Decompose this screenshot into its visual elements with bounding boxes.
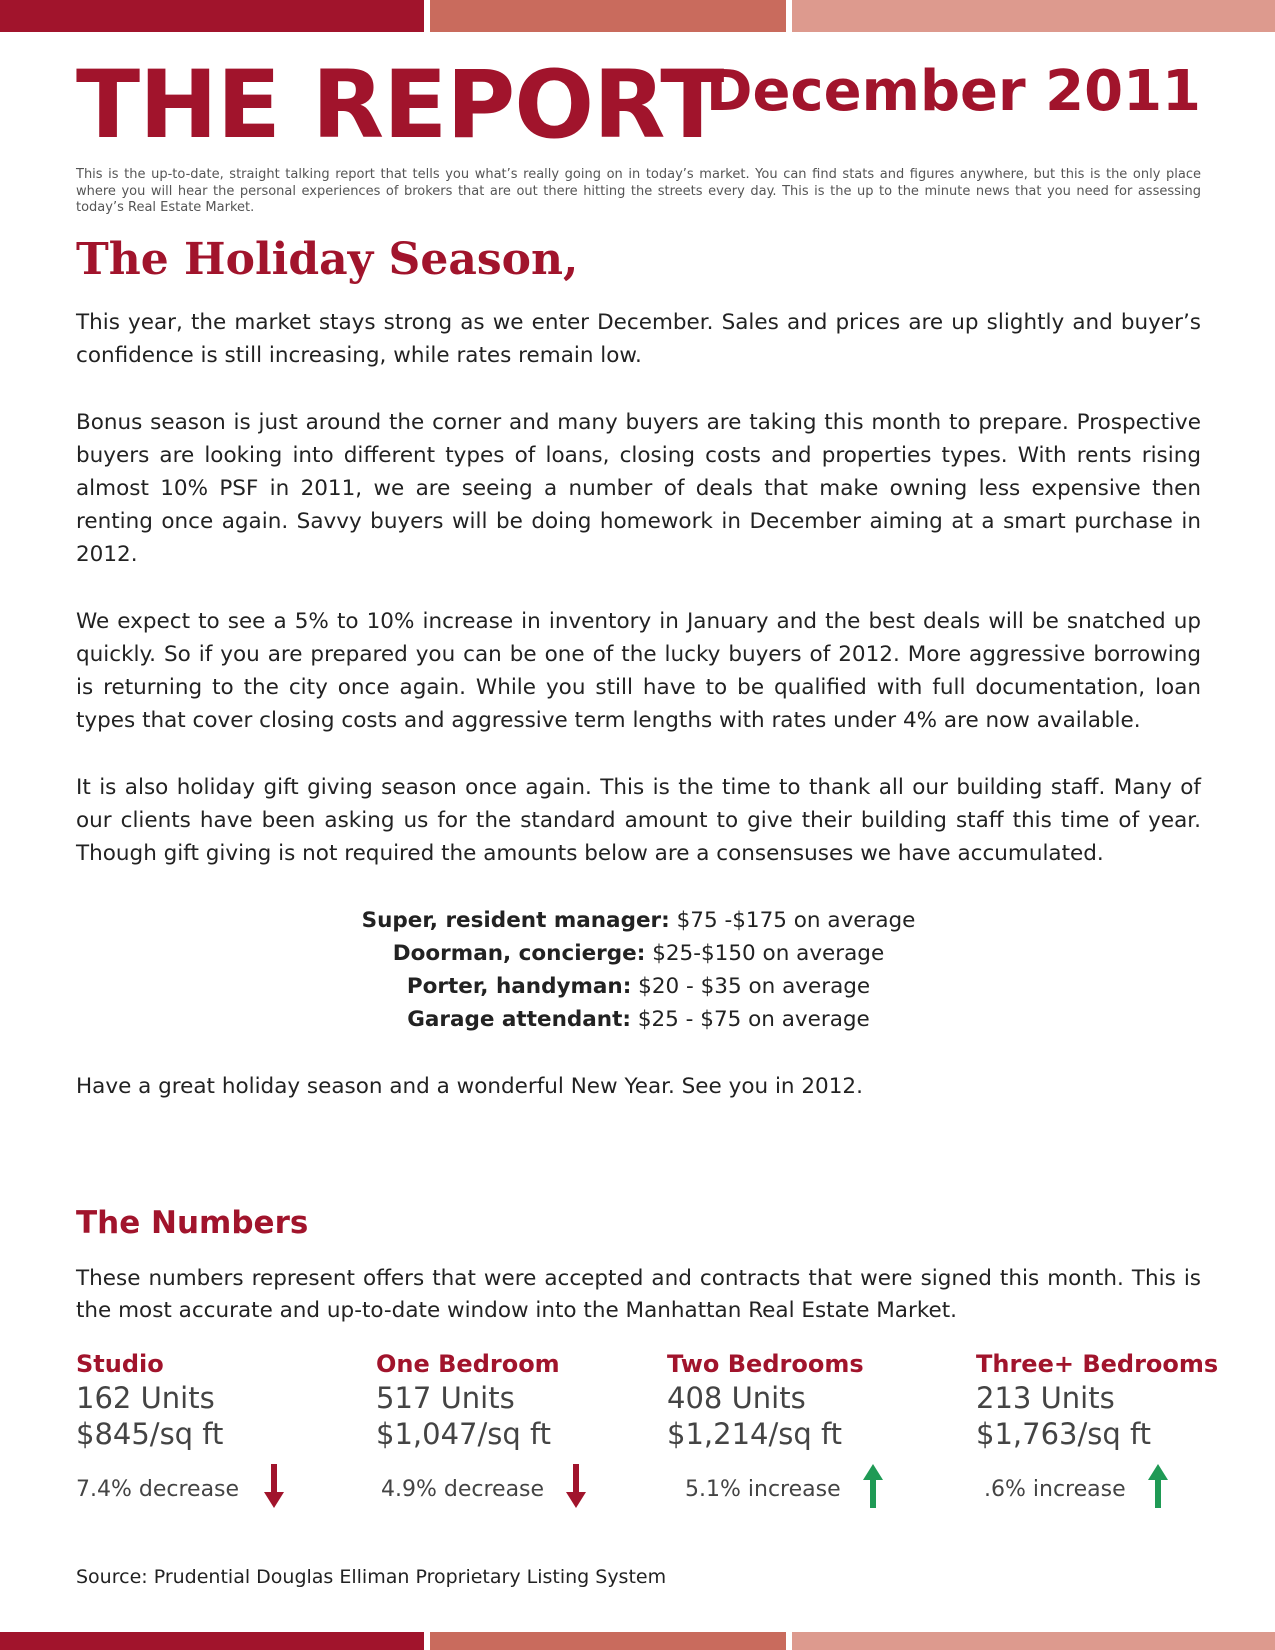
- stat-studio: [76, 1348, 240, 1502]
- bottom-color-bars: [0, 1632, 1275, 1650]
- report-date: December 2011: [705, 59, 1201, 124]
- down-arrow-icon: [262, 1462, 286, 1510]
- tip-amount: $20 - $35 on average: [638, 974, 871, 999]
- intro-text: This is the up-to-date, straight talking report that tells you what’s really going on in today’s market. You can find stats and figures anywhere, but this is the only place where you will hear the personal experiences of brokers that are out there hitting the streets every day. This is the up to the minute news that you need for assessing today’s Real Estate Market.: [76, 167, 1201, 215]
- stat-label: Three+ Bedrooms: [976, 1350, 1219, 1378]
- stat-change: 4.9% decrease: [381, 1477, 545, 1502]
- masthead: [76, 51, 1201, 160]
- article-paragraph: We expect to see a 5% to 10% increase in inventory in January and the best deals will be snatched up quickly. So if you are prepared you can be one of the lucky buyers of 2012. More aggressive borrowing is returning to the city once again. While you still have to be qualified with full documentation, loan types that cover closing costs and aggressive term lengths with rates under 4% are now available.: [76, 609, 1201, 733]
- tip-role: Porter, handyman:: [406, 974, 632, 999]
- stat-price: $1,047/sq ft: [376, 1417, 552, 1451]
- bottom-bar-segment-2: [430, 1632, 786, 1650]
- tip-role: Doorman, concierge:: [392, 941, 646, 966]
- up-arrow-icon: [1146, 1462, 1170, 1510]
- tip-amounts-list: [76, 904, 1201, 1036]
- tip-amount: $75 -$175 on average: [676, 908, 916, 933]
- numbers-intro: These numbers represent offers that were accepted and contracts that were signed this month. This is the most accurate and up-to-date window into the Manhattan Real Estate Market.: [76, 1266, 1201, 1323]
- bottom-bar-segment-1: [0, 1632, 424, 1650]
- top-bar-segment-1: [0, 0, 424, 32]
- tip-role: Garage attendant:: [407, 1007, 631, 1032]
- source-note: Source: Prudential Douglas Elliman Proprietary Listing System: [76, 1566, 667, 1588]
- tip-row: [76, 937, 1201, 970]
- stat-change: 5.1% increase: [685, 1477, 841, 1502]
- article-paragraph: Bonus season is just around the corner and many buyers are taking this month to prepare. Prospective buyers are looking into different types of loans, closing costs and properties types. With rents rising almost 10% PSF in 2011, we are seeing a number of deals that make owning less expensive then renting once again. Savvy buyers will be doing homework in December aiming at a smart purchase in 2012.: [76, 410, 1201, 567]
- article-paragraph: It is also holiday gift giving season once again. This is the time to thank all our building staff. Many of our clients have been asking us for the standard amount to give their building staff this time of year. Though gift giving is not required the amounts below are a consensuses we have accumulated.: [76, 775, 1201, 866]
- stat-change: 7.4% decrease: [76, 1477, 240, 1502]
- article-paragraph: This year, the market stays strong as we enter December. Sales and prices are up slightly and buyer’s confidence is still increasing, while rates remain low.: [76, 310, 1201, 368]
- tip-amount: $25 - $75 on average: [637, 1007, 870, 1032]
- stat-units: 517 Units: [376, 1381, 515, 1415]
- stat-price: $845/sq ft: [76, 1417, 224, 1451]
- top-bar-segment-2: [430, 0, 786, 32]
- stat-units: 162 Units: [76, 1381, 215, 1415]
- stat-two-bedrooms: [667, 1348, 864, 1502]
- numbers-heading: The Numbers: [76, 1205, 309, 1241]
- stat-price: $1,763/sq ft: [976, 1417, 1152, 1451]
- tip-row: [76, 1003, 1201, 1036]
- up-arrow-icon: [861, 1462, 885, 1510]
- stat-label: Studio: [76, 1350, 164, 1378]
- stat-price: $1,214/sq ft: [667, 1417, 843, 1451]
- top-bar-segment-3: [792, 0, 1275, 32]
- closing-text: Have a great holiday season and a wonderful New Year. See you in 2012.: [76, 1074, 863, 1099]
- stat-three-plus-bedrooms: [976, 1348, 1219, 1502]
- top-color-bars: [0, 0, 1275, 32]
- article-body: [76, 306, 1201, 1137]
- stat-units: 213 Units: [976, 1381, 1115, 1415]
- stat-units: 408 Units: [667, 1381, 806, 1415]
- bottom-bar-segment-3: [792, 1632, 1275, 1650]
- article-heading: The Holiday Season,: [76, 234, 579, 285]
- stat-change: .6% increase: [984, 1477, 1126, 1502]
- stat-one-bedroom: [376, 1348, 560, 1502]
- stat-label: One Bedroom: [376, 1350, 560, 1378]
- tip-amount: $25-$150 on average: [652, 941, 885, 966]
- tip-row: [76, 904, 1201, 937]
- stat-label: Two Bedrooms: [667, 1350, 864, 1378]
- tip-row: [76, 970, 1201, 1003]
- report-title: THE REPORT: [76, 51, 724, 160]
- tip-role: Super, resident manager:: [361, 908, 670, 933]
- down-arrow-icon: [564, 1462, 588, 1510]
